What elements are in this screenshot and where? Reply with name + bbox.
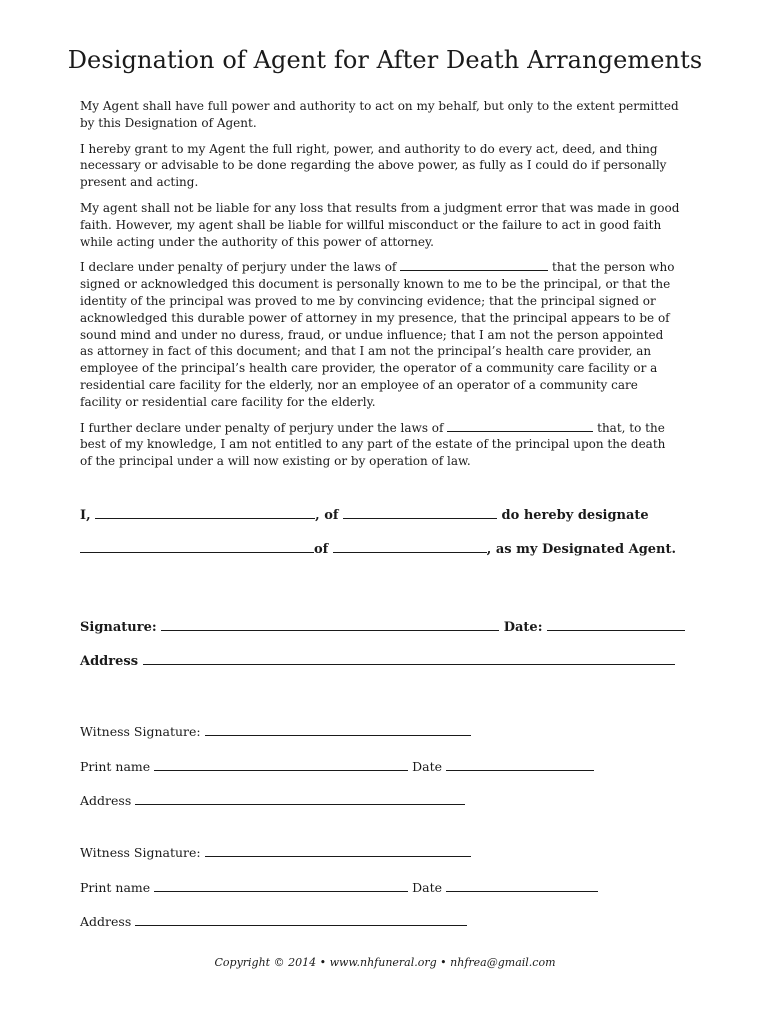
paragraph-declaration — [80, 259, 680, 410]
witness1-print-label: Print name — [80, 759, 151, 774]
witness2-print-label: Print name — [80, 880, 151, 895]
principal-name-blank[interactable] — [95, 508, 315, 519]
witness1-address-line — [80, 793, 465, 808]
witness1-address-label: Address — [80, 793, 132, 808]
date-label: Date: — [503, 620, 543, 635]
signature-line — [80, 620, 685, 635]
declaration-start: I declare under penalty of perjury under the laws of — [80, 260, 397, 275]
witness2-signature-blank[interactable] — [205, 846, 471, 857]
designated-agent-label: , as my Designated Agent. — [486, 542, 677, 557]
designation-line-2 — [80, 542, 676, 557]
paragraph-grant: I hereby grant to my Agent the full right, power, and authority to do every act, deed, and thing necessary or advisable to be done regarding the above power, as fully as I could do if personally present and acting. — [80, 141, 667, 190]
paragraph-liability: My agent shall not be liable for any loss that results from a judgment error that was made in good faith. However, my agent shall be liable for willful misconduct or the failure to act in good faith while acting under the authority of this power of attorney. — [80, 200, 680, 249]
witness2-date-label: Date — [412, 880, 443, 895]
hereby-designate-label: do hereby designate — [501, 508, 649, 523]
witness1-date-label: Date — [412, 759, 443, 774]
of-label-2: of — [314, 542, 329, 557]
signature-label: Signature: — [80, 620, 157, 635]
witness2-date-blank[interactable] — [446, 881, 598, 892]
of-label: , of — [315, 508, 339, 523]
witness1-signature-blank[interactable] — [205, 725, 471, 736]
witness2-signature-label: Witness Signature: — [80, 845, 201, 860]
designation-line-1 — [80, 508, 649, 523]
declaration-end: that the person who signed or acknowledged this document is personally known to me to be the principal, or that the identity of the principal was proved to me by convincing evidence; that the principal signed or acknowledged this durable power of attorney in my presence, that the principal appears to be of sound mind and under no duress, fraud, or undue influence; that I am not the person appointed as attorney in fact of this document; and that I am not the principal’s health care provider, an employee of the principal’s health care provider, the operator of a community care facility or a residential care facility for the elderly, nor an employee of an operator of a community care facility or residential care facility for the elderly. — [80, 260, 675, 409]
agent-name-blank[interactable] — [80, 542, 314, 553]
witness2-address-label: Address — [80, 914, 132, 929]
address-label: Address — [80, 654, 139, 669]
witness1-signature-line — [80, 724, 471, 739]
witness2-print-blank[interactable] — [154, 881, 408, 892]
witness2-address-line — [80, 914, 467, 929]
witness1-print-line — [80, 759, 594, 774]
witness2-address-blank[interactable] — [135, 915, 467, 926]
date-blank[interactable] — [547, 620, 685, 631]
witness1-address-blank[interactable] — [135, 794, 465, 805]
copyright-footer: Copyright © 2014 • www.nhfuneral.org • nhfrea@gmail.com — [214, 956, 556, 969]
witness2-print-line — [80, 880, 598, 895]
i-label: I, — [80, 508, 91, 523]
further-declaration-end: that, to the best of my knowledge, I am not entitled to any part of the estate of the principal upon the death of the principal under a will now existing or by operation of law. — [80, 420, 666, 469]
signature-blank[interactable] — [161, 620, 499, 631]
document-body — [80, 98, 680, 479]
state-laws-blank-2[interactable] — [447, 421, 593, 432]
agent-residence-blank[interactable] — [333, 542, 487, 553]
further-declaration-start: I further declare under penalty of perjury under the laws of — [80, 420, 444, 435]
witness1-signature-label: Witness Signature: — [80, 724, 201, 739]
address-blank[interactable] — [143, 654, 675, 665]
witness1-date-blank[interactable] — [446, 760, 594, 771]
principal-residence-blank[interactable] — [343, 508, 497, 519]
witness2-signature-line — [80, 845, 471, 860]
paragraph-further-declaration — [80, 420, 680, 470]
paragraph-agent-power: My Agent shall have full power and authority to act on my behalf, but only to the extent permitted by this Designation of Agent. — [80, 99, 679, 130]
state-laws-blank[interactable] — [400, 260, 548, 271]
address-line — [80, 654, 675, 669]
witness1-print-blank[interactable] — [154, 760, 408, 771]
document-title: Designation of Agent for After Death Arrangements — [67, 46, 703, 74]
